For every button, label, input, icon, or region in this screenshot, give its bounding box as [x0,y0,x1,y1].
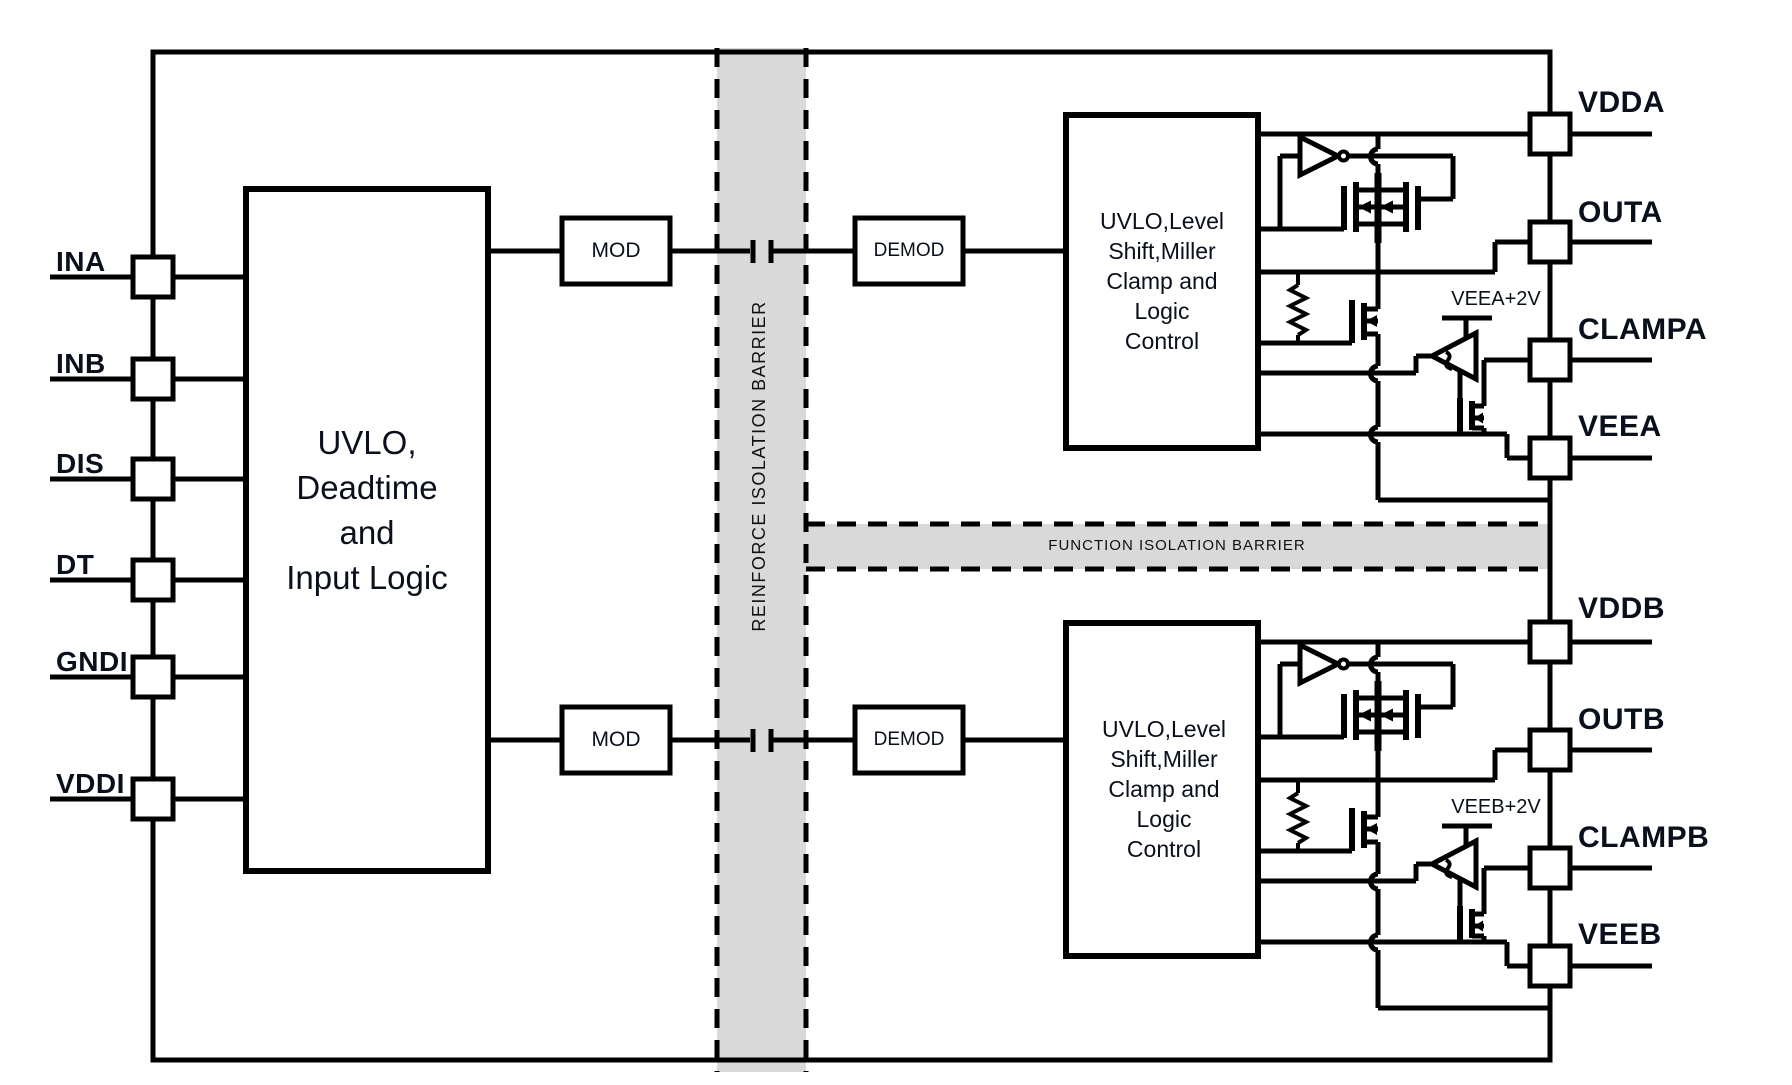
pin-label-ina: INA [56,246,106,277]
clamp-reference-b-label: VEEB+2V [1451,796,1541,818]
pin-label-outb: OUTB [1578,703,1665,736]
pin-label-dt: DT [56,549,95,580]
pin-label-inb: INB [56,348,106,379]
input-logic-label [246,420,488,600]
output-b-line4: Logic [1136,806,1192,832]
mod-box-b-label: MOD [591,728,641,751]
clamp-reference-a-label: VEEA+2V [1451,288,1541,310]
output-a-line2: Shift,Miller [1108,238,1216,264]
function-barrier-label: FUNCTION ISOLATION BARRIER [1048,537,1306,554]
pin-label-gndi: GNDI [56,646,128,677]
pin-label-outa: OUTA [1578,196,1663,229]
pin-label-vddb: VDDB [1578,592,1666,625]
demod-box-a-label: DEMOD [873,240,945,261]
input-logic-line2: Deadtime [296,469,438,506]
pin-label-clampa: CLAMPA [1578,313,1708,346]
pin-label-dis: DIS [56,448,105,479]
pin-label-veea: VEEA [1578,410,1662,443]
pin-label-clampb: CLAMPB [1578,821,1710,854]
input-logic-line3: and [339,514,395,551]
output-a-line1: UVLO,Level [1099,208,1224,234]
output-block-b-label [1068,714,1260,864]
input-logic-line4: Input Logic [286,559,448,596]
input-logic-line1: UVLO, [317,424,417,461]
pin-label-vddi: VDDI [56,768,125,799]
reinforce-barrier-label: REINFORCE ISOLATION BARRIER [749,300,769,632]
mod-box-a-label: MOD [591,239,641,262]
output-b-line3: Clamp and [1108,776,1220,802]
output-b-line1: UVLO,Level [1101,716,1226,742]
output-a-line3: Clamp and [1106,268,1218,294]
pin-label-vdda: VDDA [1578,86,1666,119]
output-block-a-label [1066,206,1258,356]
output-b-line5: Control [1126,836,1202,862]
demod-box-b-label: DEMOD [873,729,945,750]
input-pins [50,257,246,819]
output-a-line5: Control [1124,328,1200,354]
pin-label-veeb: VEEB [1578,918,1662,951]
output-a-line4: Logic [1134,298,1190,324]
output-b-line2: Shift,Miller [1110,746,1218,772]
